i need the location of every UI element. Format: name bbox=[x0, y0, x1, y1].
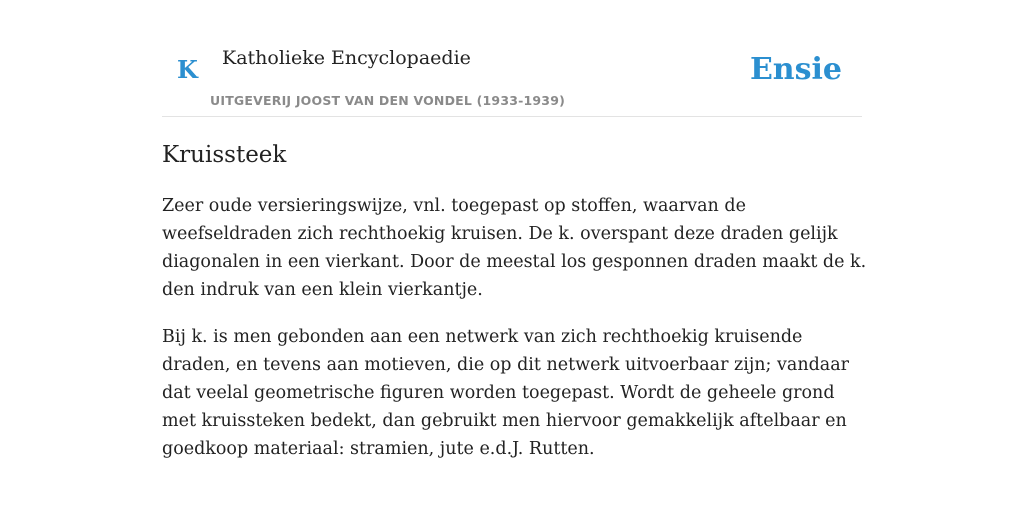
encyclopedia-logo[interactable]: K bbox=[177, 55, 198, 84]
article-paragraph: Zeer oude versieringswijze, vnl. toegepast op stoffen, waarvan de weefseldraden zich rechthoekig kruisen. De k. overspant deze draden gelijk diagonalen in een vierkant. Door de meestal los gesponnen draden maakt de k. den indruk van een klein vierkantje. bbox=[162, 196, 867, 300]
article-paragraph: Bij k. is men gebonden aan een netwerk van zich rechthoekig kruisende draden, en tevens aan motieven, die op dit netwerk uitvoerbaar zijn; vandaar dat veelal geometrische figuren worden toegepast. Wordt de geheele grond met kruissteken bedekt, dan gebruikt men hiervoor gemakkelijk aftelbaar en goedkoop materiaal: stramien, jute e.d.J. Rutten. bbox=[162, 327, 850, 459]
publisher-label: UITGEVERIJ JOOST VAN DEN VONDEL (1933-1939) bbox=[210, 93, 566, 108]
encyclopedia-title-link[interactable]: Katholieke Encyclopaedie bbox=[222, 47, 471, 69]
ensie-brand-link[interactable]: Ensie bbox=[749, 52, 842, 87]
article-body bbox=[162, 192, 868, 482]
encyclopedia-header bbox=[162, 0, 862, 117]
article-title: Kruissteek bbox=[162, 142, 287, 168]
